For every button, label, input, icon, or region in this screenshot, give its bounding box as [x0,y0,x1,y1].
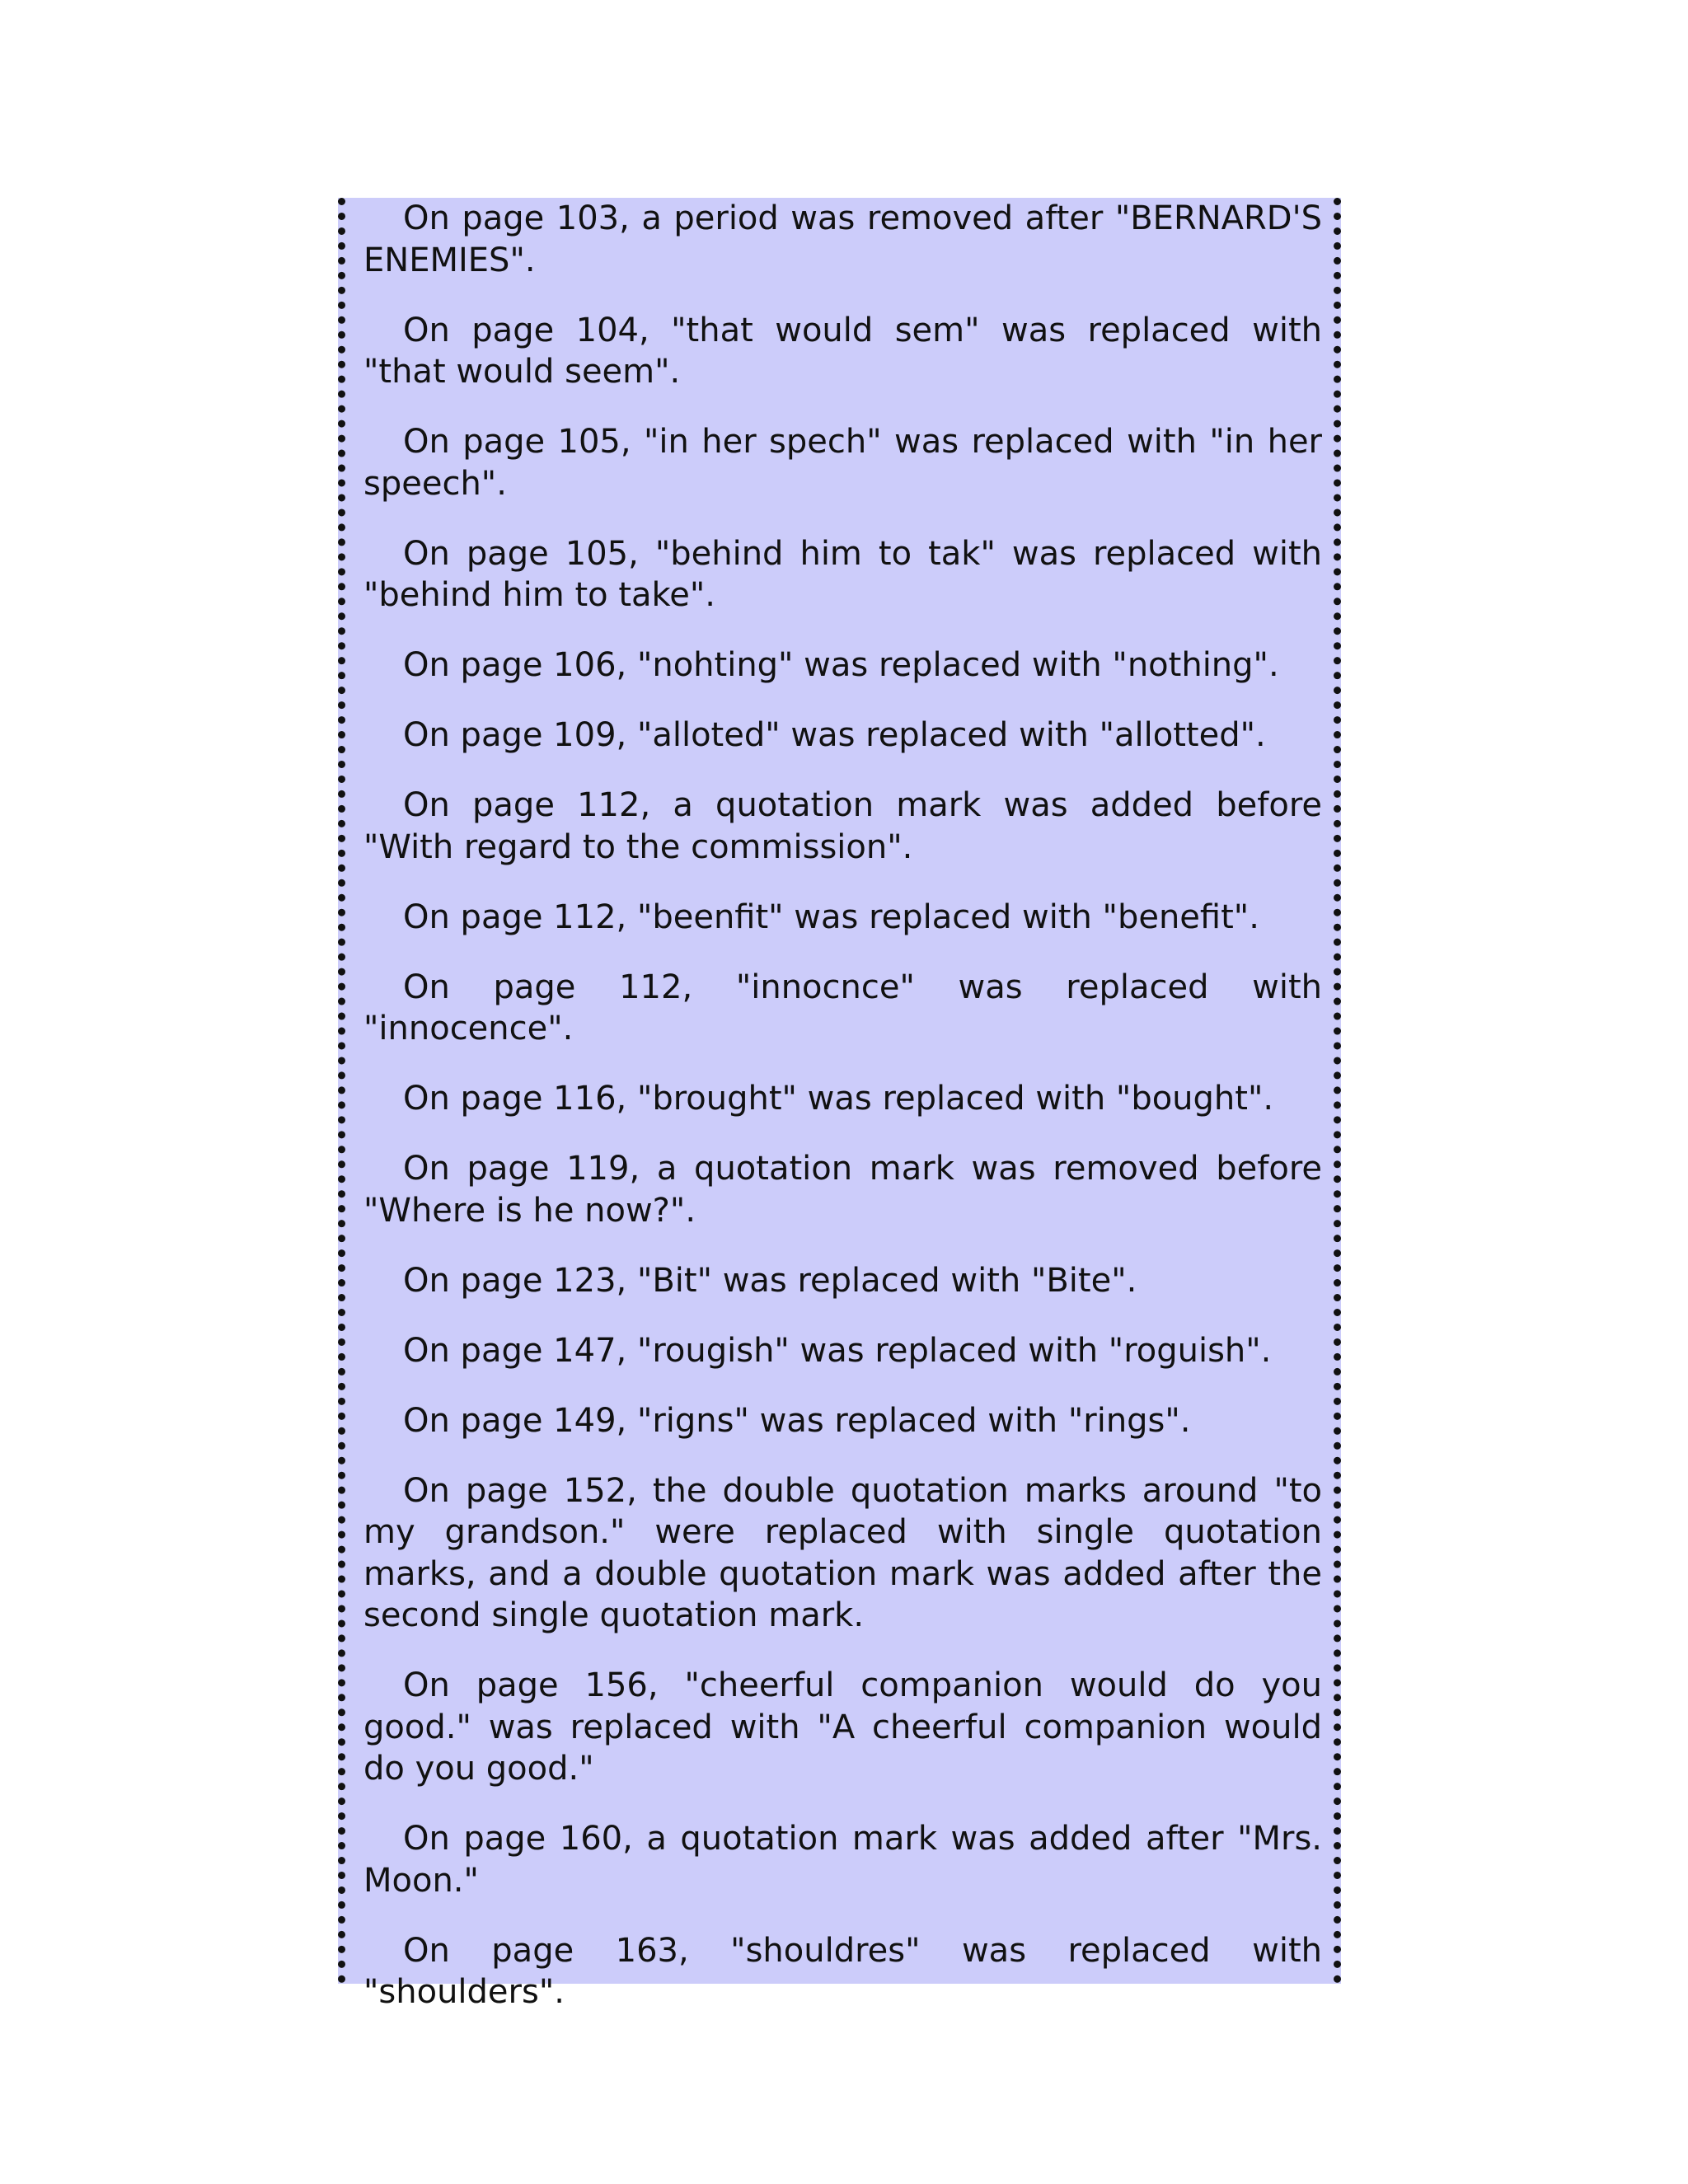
note-paragraph: On page 147, "rougish" was replaced with "roguish". [403,1331,1272,1370]
note-paragraph: On page 116, "brought" was replaced with "bought". [403,1080,1274,1118]
note-paragraph: On page 149, "rigns" was replaced with "rings". [403,1401,1191,1440]
note-paragraph: On page 112, "beenfit" was replaced with "benefit". [403,898,1259,936]
note-paragraph: On page 109, "alloted" was replaced with "allotted". [403,716,1266,754]
note-paragraph: On page 156, "cheerful companion would do you good." was replaced with "A cheerful companion would do you good." [363,1666,1322,1788]
note-paragraph: On page 160, a quotation mark was added after "Mrs. Moon." [363,1820,1322,1900]
note-paragraph: On page 112, a quotation mark was added before "With regard to the commission". [363,786,1322,866]
note-paragraph: On page 106, "nohting" was replaced with "nothing". [403,646,1279,684]
note-paragraph: On page 119, a quotation mark was removed before "Where is he now?". [363,1150,1322,1230]
note-paragraph: On page 104, "that would sem" was replaced with "that would seem". [363,311,1322,391]
note-paragraph: On page 152, the double quotation marks around "to my grandson." were replaced with single quotation marks, and a double quotation mark was added after the second single quotation mark. [363,1471,1322,1634]
note-paragraph: On page 112, "innocnce" was replaced with "innocence". [363,968,1322,1047]
note-paragraph: On page 103, a period was removed after "BERNARD'S ENEMIES". [363,199,1322,279]
transcriber-notes-box [338,198,1341,2011]
note-paragraph: On page 105, "in her spech" was replaced with "in her speech". [363,423,1322,503]
note-paragraph: On page 105, "behind him to tak" was replaced with "behind him to take". [363,534,1322,614]
note-paragraph: On page 163, "shouldres" was replaced with "shoulders". [363,1931,1322,2011]
note-paragraph: On page 123, "Bit" was replaced with "Bite". [403,1261,1137,1300]
